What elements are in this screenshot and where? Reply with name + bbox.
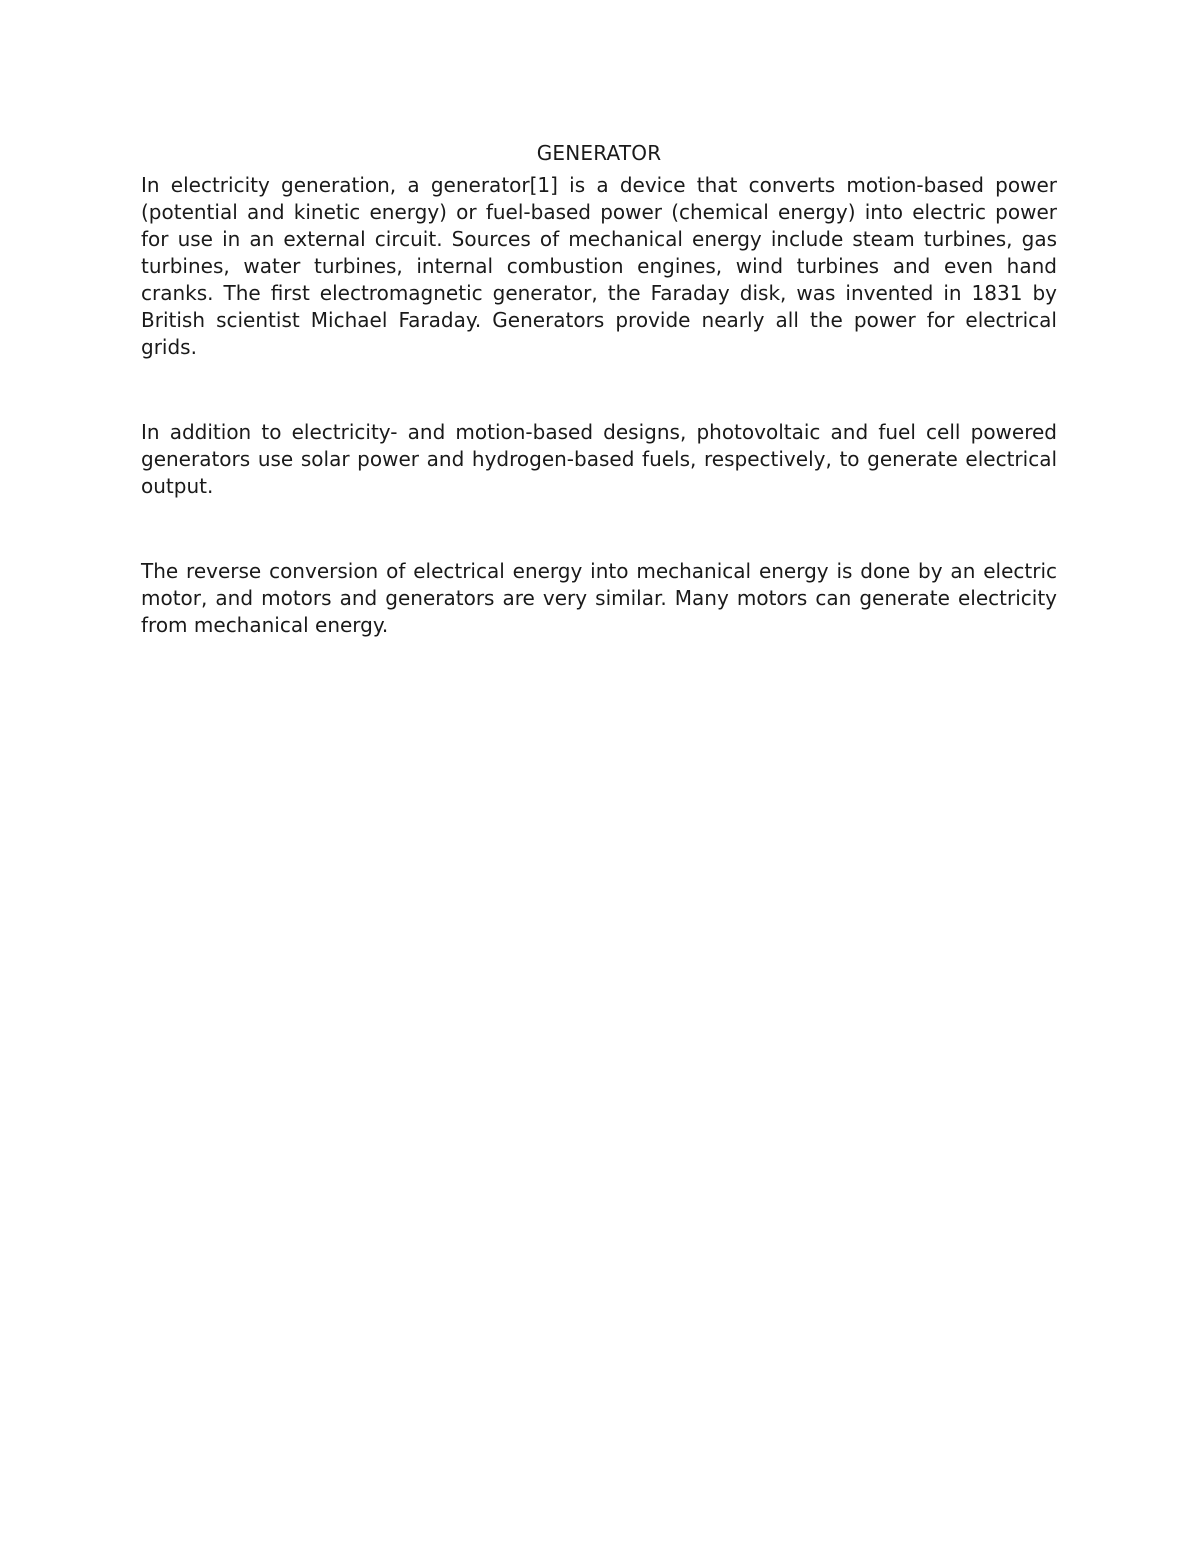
paragraph-generator-definition: In electricity generation, a generator[1] is a device that converts motion-based power (potential and kinetic energy) or fuel-based power (chemical energy) into electric power for use in an external circuit. Sources of mechanical energy include steam turbines, gas turbines, water turbines, internal combustion engines, wind turbines and even hand cranks. The first electromagnetic generator, the Faraday disk, was invented in 1831 by British scientist Michael Faraday. Generators provide nearly all the power for electrical grids. [141, 173, 1057, 359]
document-body [141, 140, 1057, 639]
paragraph-reverse-conversion: The reverse conversion of electrical energy into mechanical energy is done by an electric motor, and motors and generators are very similar. Many motors can generate electricity from mechanical energy. [141, 559, 1057, 637]
paragraph-photovoltaic-fuel-cell: In addition to electricity- and motion-based designs, photovoltaic and fuel cell powered generators use solar power and hydrogen-based fuels, respectively, to generate electrical output. [141, 420, 1057, 498]
document-title: GENERATOR [536, 141, 662, 165]
